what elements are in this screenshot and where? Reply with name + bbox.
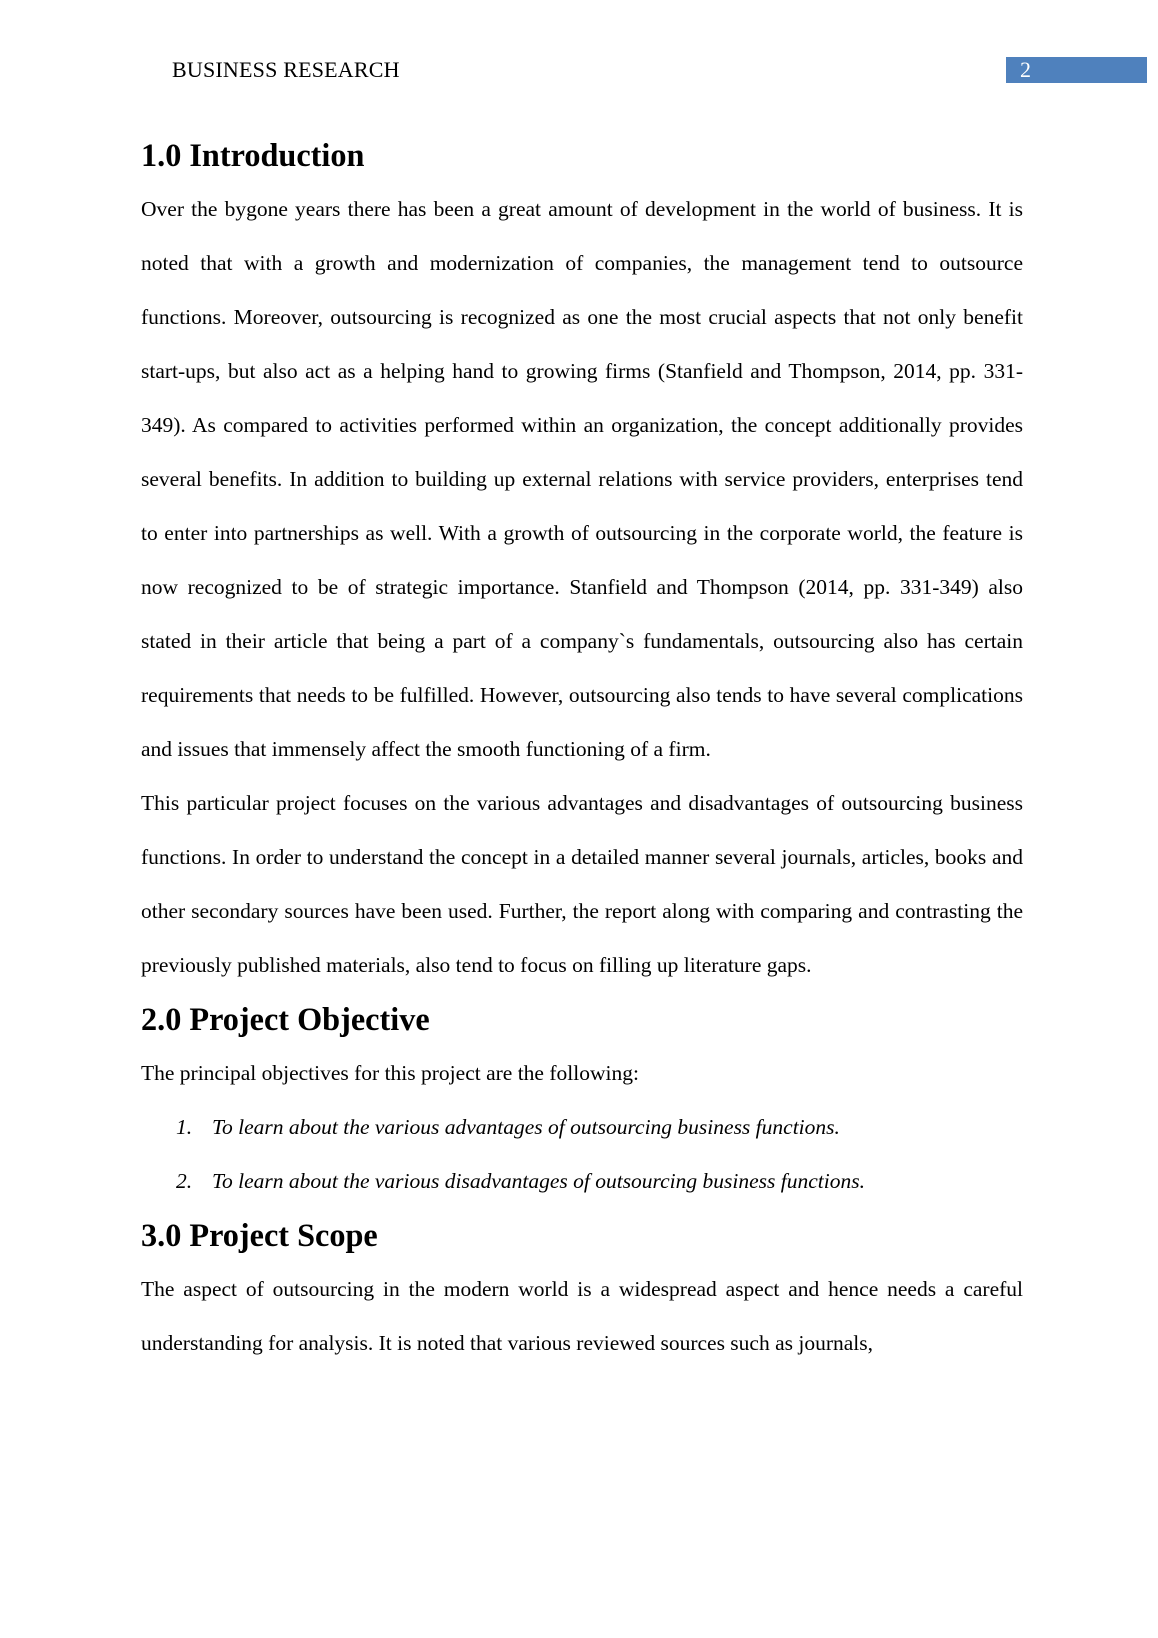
objective-number: 2. — [176, 1169, 193, 1193]
objective-item — [141, 1100, 1023, 1154]
objectives-list — [141, 1100, 1023, 1208]
introduction-paragraph-2: This particular project focuses on the various advantages and disadvantages of outsourcing business functions. In order to understand the concept in a detailed manner several journals, articles, books and other secondary sources have been used. Further, the report along with comparing and contrasting the previously published materials, also tend to focus on filling up literature gaps. — [141, 791, 1023, 977]
objective-intro: The principal objectives for this project are the following: — [141, 1061, 639, 1085]
objective-number: 1. — [176, 1115, 193, 1139]
running-header-title: BUSINESS RESEARCH — [172, 57, 400, 82]
scope-paragraph: The aspect of outsourcing in the modern world is a widespread aspect and hence needs a careful understanding for analysis. It is noted that various reviewed sources such as journals, — [141, 1277, 1023, 1355]
page-number-badge: 2 — [1006, 57, 1147, 83]
objective-text: To learn about the various advantages of outsourcing business functions. — [212, 1115, 840, 1139]
objective-item — [141, 1154, 1023, 1208]
document-body — [141, 128, 1023, 1370]
introduction-heading: 1.0 Introduction — [141, 137, 365, 173]
objective-heading: 2.0 Project Objective — [141, 1001, 430, 1037]
objective-text: To learn about the various disadvantages of outsourcing business functions. — [212, 1169, 865, 1193]
scope-heading: 3.0 Project Scope — [141, 1217, 378, 1253]
introduction-paragraph-1: Over the bygone years there has been a great amount of development in the world of business. It is noted that with a growth and modernization of companies, the management tend to outsource functions. Moreover, outsourcing is recognized as one the most crucial aspects that not only benefit start-ups, but also act as a helping hand to growing firms (Stanfield and Thompson, 2014, pp. 331-349). As compared to activities performed within an organization, the concept additionally provides several benefits. In addition to building up external relations with service providers, enterprises tend to enter into partnerships as well. With a growth of outsourcing in the corporate world, the feature is now recognized to be of strategic importance. Stanfield and Thompson (2014, pp. 331-349) also stated in their article that being a part of a company`s fundamentals, outsourcing also has certain requirements that needs to be fulfilled. However, outsourcing also tends to have several complications and issues that immensely affect the smooth functioning of a firm. — [141, 197, 1023, 761]
